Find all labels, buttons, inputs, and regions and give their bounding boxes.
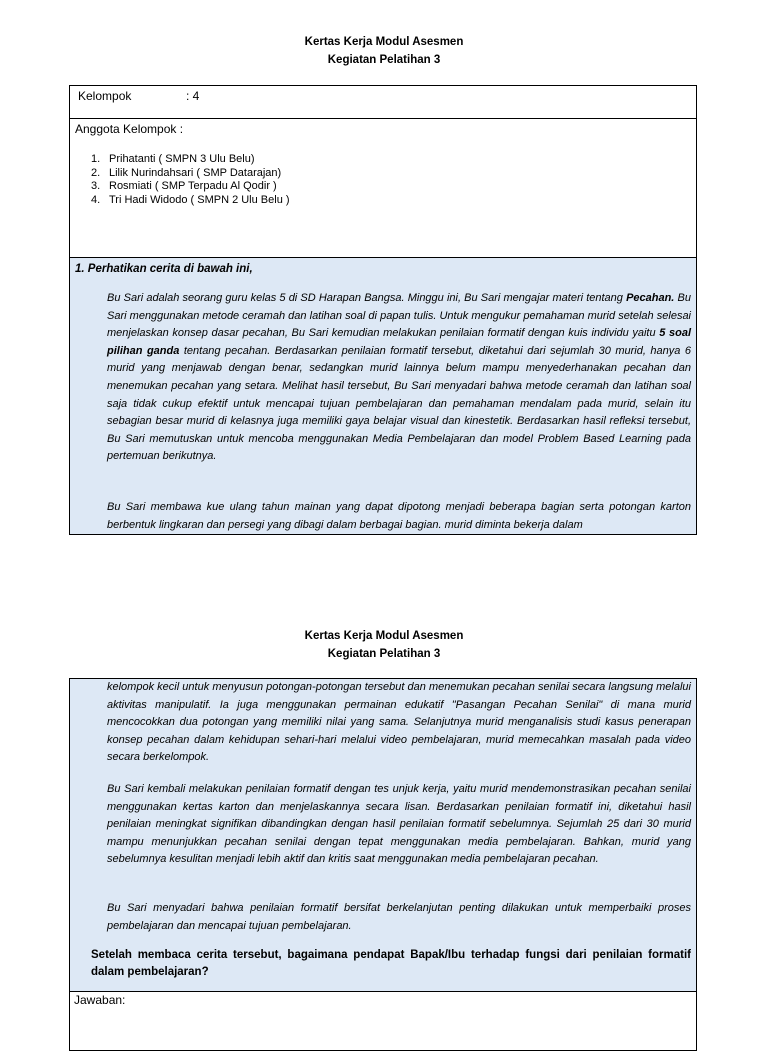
anggota-label: Anggota Kelompok : bbox=[75, 122, 184, 136]
story-paragraph: Bu Sari menyadari bahwa penilaian formatif bersifat berkelanjutan penting dilakukan untuk memperbaiki proses pembelajaran dan mencapai tujuan pembelajaran. bbox=[107, 902, 691, 932]
member-item: 1. Prihatanti ( SMPN 3 Ulu Belu) bbox=[91, 153, 255, 165]
page-subtitle: Kegiatan Pelatihan 3 bbox=[327, 54, 441, 66]
page-title: Kertas Kerja Modul Asesmen bbox=[304, 630, 464, 642]
answer-box[interactable] bbox=[69, 991, 697, 1051]
story-paragraph: kelompok kecil untuk menyusun potongan-potongan tersebut dan menemukan pecahan senilai secara langsung melalui aktivitas manipulatif. Ia juga menggunakan permainan edukatif "Pasangan Pecahan Senilai" di mana murid mencocokkan dua potongan yang memiliki nilai yang sama. Selanjutnya murid menganalisis studi kasus penerapan konsep pecahan dalam kehidupan sehari-hari melalui video pembelajaran, murid memecahkan masalah pada video secara berkelompok. bbox=[107, 681, 691, 764]
page-title: Kertas Kerja Modul Asesmen bbox=[304, 36, 464, 48]
question-prompt: Setelah membaca cerita tersebut, bagaimana pendapat Bapak/Ibu terhadap fungsi dari penilaian formatif dalam pembelajaran? bbox=[91, 949, 691, 978]
question-box bbox=[69, 257, 697, 535]
kelompok-box bbox=[69, 85, 697, 119]
member-item: 4. Tri Hadi Widodo ( SMPN 2 Ulu Belu ) bbox=[91, 193, 290, 206]
question-heading: 1. Perhatikan cerita di bawah ini, bbox=[75, 263, 253, 275]
kelompok-label: Kelompok bbox=[78, 89, 132, 103]
story-paragraph: Bu Sari membawa kue ulang tahun mainan yang dapat dipotong menjadi beberapa bagian serta potongan karton berbentuk lingkaran dan persegi yang dibagi dalam berbagai bagian. murid diminta bekerja dalam bbox=[107, 501, 691, 531]
story-paragraph: Bu Sari adalah seorang guru kelas 5 di SD Harapan Bangsa. Minggu ini, Bu Sari mengajar materi tentang Pecahan. Bu Sari menggunakan metode ceramah dan latihan soal di papan tulis. Untuk mengukur pemahaman murid setelah selesai menjelaskan konsep dasar pecahan, Bu Sari kemudian melakukan penilaian formatif dengan kuis individu yaitu 5 soal pilihan ganda tentang pecahan. Berdasarkan penilaian formatif tersebut, diketahui dari sejumlah 30 murid, hanya 6 murid yang menjawab dengan benar, sedangkan murid lainnya belum mampu menyederhanakan pecahan dan menemukan pecahan yang setara. Melihat hasil tersebut, Bu Sari menyadari bahwa metode ceramah dan latihan soal saja tidak cukup efektif untuk mencapai tujuan pembelajaran dan pemahaman mendalam pada murid, selain itu sebagian besar murid di kelasnya juga memiliki gaya belajar visual dan kinestetik. Berdasarkan hasil refleksi tersebut, Bu Sari memutuskan untuk mencoba menggunakan Media Pembelajaran dan model Problem Based Learning pada pertemuan berikutnya. bbox=[107, 292, 692, 463]
member-item: 3. Rosmiati ( SMP Terpadu Al Qodir ) bbox=[91, 180, 277, 192]
page-subtitle: Kegiatan Pelatihan 3 bbox=[327, 648, 441, 660]
member-list bbox=[91, 153, 290, 207]
story-paragraph: Bu Sari kembali melakukan penilaian formatif dengan tes unjuk kerja, yaitu murid mendemonstrasikan pecahan senilai menggunakan kertas karton dan menjelaskannya secara lisan. Berdasarkan penilaian formatif ini, diketahui hasil penilaian meningkat signifikan dibandingkan dengan hasil penilaian formatif sebelumnya. Sejumlah 25 dari 30 murid mampu menunjukkan pecahan senilai dengan tepat menggunakan media pembelajaran. Bahkan, murid yang sebelumnya kesulitan menjadi lebih aktif dan kritis saat menggunakan media pembelajaran pecahan. bbox=[107, 783, 691, 866]
kelompok-value: : 4 bbox=[186, 89, 200, 103]
anggota-box bbox=[69, 118, 697, 258]
member-item: 2. Lilik Nurindahsari ( SMP Datarajan) bbox=[91, 166, 282, 179]
story-continuation-box bbox=[69, 678, 697, 992]
answer-label: Jawaban: bbox=[74, 993, 126, 1007]
